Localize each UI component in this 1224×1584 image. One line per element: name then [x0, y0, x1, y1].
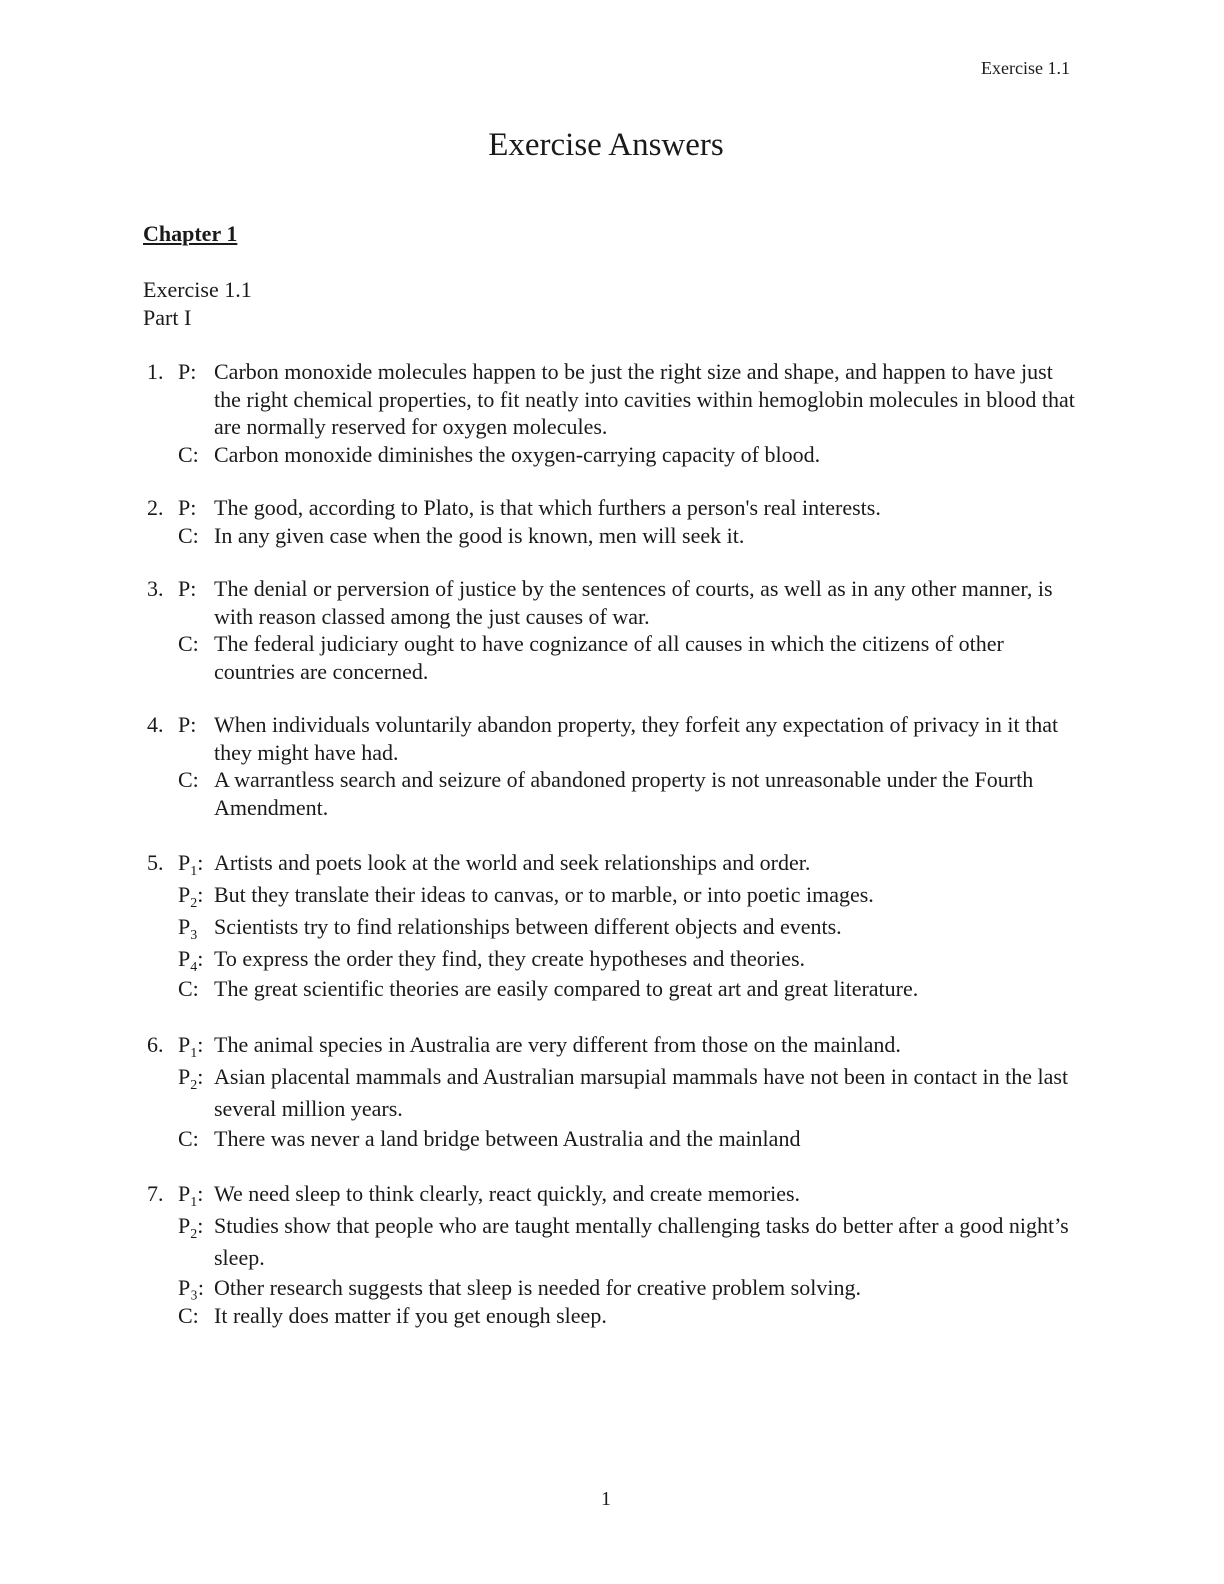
line-label: C: [178, 1302, 199, 1328]
answer-line [143, 441, 1078, 469]
line-text: A warrantless search and seizure of abandoned property is not unreasonable under the Fourth Amendment. [214, 767, 1034, 820]
line-text: The good, according to Plato, is that which furthers a person's real interests. [214, 495, 881, 520]
answer-line [143, 711, 1078, 766]
line-label: P: [178, 712, 197, 737]
line-label [178, 1061, 214, 1125]
label-letter: P [178, 1181, 191, 1206]
line-label [178, 1210, 214, 1274]
item-number [143, 1210, 178, 1274]
label-suffix: : [197, 946, 204, 971]
answer-item [143, 494, 1078, 549]
line-label [178, 1029, 214, 1061]
label-letter: P [178, 1213, 191, 1238]
line-label [178, 879, 214, 911]
line-label: P: [178, 495, 197, 520]
answer-line [143, 575, 1078, 630]
line-text: It really does matter if you get enough sleep. [214, 1302, 607, 1328]
label-letter: P [178, 1063, 191, 1089]
item-number [143, 943, 178, 975]
label-suffix: : [197, 882, 204, 907]
answer-line [143, 358, 1078, 441]
line-label: P₃: [178, 1275, 205, 1300]
line-text: Artists and poets look at the world and seek relationships and order. [214, 850, 811, 875]
line-text: The great scientific theories are easily compared to great art and great literature. [214, 976, 919, 1001]
page-number: 1 [601, 1488, 611, 1510]
line-label [178, 847, 214, 879]
answer-item [143, 711, 1078, 821]
line-label: C: [178, 1125, 199, 1151]
label-subscript: 1 [190, 1045, 198, 1061]
item-number [143, 1302, 178, 1330]
label-suffix: : [197, 1031, 204, 1057]
answer-line [143, 847, 1078, 879]
label-subscript: 4 [190, 960, 198, 975]
line-text: There was never a land bridge between Australia and the mainland [214, 1125, 801, 1151]
label-subscript: 1 [190, 1195, 198, 1210]
running-header: Exercise 1.1 [981, 58, 1070, 78]
item-number [143, 522, 178, 550]
item-number [143, 879, 178, 911]
answer-line [143, 1274, 1078, 1302]
line-label [178, 1178, 214, 1210]
item-number: 6. [147, 1031, 164, 1057]
line-text: Other research suggests that sleep is needed for creative problem solving. [214, 1275, 861, 1300]
label-letter: P [178, 914, 191, 939]
chapter-heading: Chapter 1 [143, 221, 238, 246]
line-text: The federal judiciary ought to have cognizance of all causes in which the citizens of other countries are concerned. [214, 631, 1004, 684]
label-subscript: 2 [190, 896, 198, 911]
answer-line [143, 1029, 1078, 1061]
answer-line [143, 943, 1078, 975]
line-text: Asian placental mammals and Australian marsupial mammals have not been in contact in the last several million years. [214, 1063, 1069, 1121]
label-suffix: : [197, 1213, 204, 1238]
item-number: 2. [147, 495, 164, 520]
label-subscript: 3 [190, 928, 198, 943]
line-text: Carbon monoxide diminishes the oxygen-carrying capacity of blood. [214, 441, 821, 467]
line-text: But they translate their ideas to canvas, or to marble, or into poetic images. [214, 882, 874, 907]
label-suffix: : [197, 850, 204, 875]
line-text: When individuals voluntarily abandon property, they forfeit any expectation of privacy in it that they might have had. [214, 712, 1059, 765]
line-text: Studies show that people who are taught mentally challenging tasks do better after a good night’s sleep. [214, 1213, 1069, 1270]
item-number [143, 766, 178, 821]
line-text: To express the order they find, they create hypotheses and theories. [214, 946, 806, 971]
label-subscript: 1 [190, 864, 198, 879]
answer-line [143, 1061, 1078, 1125]
item-number: 7. [147, 1181, 164, 1206]
label-letter: P [178, 882, 191, 907]
line-label: C: [178, 631, 199, 656]
answer-item [143, 1178, 1078, 1329]
answer-line [143, 1210, 1078, 1274]
answer-item [143, 358, 1078, 468]
label-subscript: 2 [190, 1077, 198, 1093]
answer-line [143, 1125, 1078, 1153]
answer-line [143, 630, 1078, 685]
line-text: We need sleep to think clearly, react quickly, and create memories. [214, 1181, 801, 1206]
answer-item [143, 847, 1078, 1003]
exercise-heading [143, 276, 252, 332]
line-label: C: [178, 441, 199, 467]
answer-line [143, 879, 1078, 911]
item-number [143, 1125, 178, 1153]
item-number [143, 975, 178, 1003]
line-label: P: [178, 576, 197, 601]
line-label: C: [178, 767, 199, 792]
answer-line [143, 975, 1078, 1003]
line-text: In any given case when the good is known, men will seek it. [214, 522, 745, 548]
line-label: P: [178, 359, 197, 384]
item-number [143, 441, 178, 469]
label-letter: P [178, 946, 191, 971]
line-label [178, 943, 214, 975]
item-number: 5. [147, 850, 164, 875]
item-number [143, 911, 178, 943]
answer-line [143, 494, 1078, 522]
part-label: Part I [143, 305, 192, 330]
line-label: C: [178, 976, 199, 1001]
label-letter: P [178, 1031, 191, 1057]
line-text: The denial or perversion of justice by the sentences of courts, as well as in any other manner, is with reason classed among the just causes of war. [214, 576, 1053, 629]
label-suffix: : [197, 1063, 204, 1089]
answer-line [143, 766, 1078, 821]
line-text: Scientists try to find relationships between different objects and events. [214, 914, 842, 939]
line-text: Carbon monoxide molecules happen to be just the right size and shape, and happen to have just the right chemical properties, to fit neatly into cavities within hemoglobin molecules in blood that are normally reserved for oxygen molecules. [214, 359, 1075, 439]
item-number: 3. [147, 576, 164, 601]
answer-line [143, 1302, 1078, 1330]
answer-line [143, 522, 1078, 550]
item-number [143, 1061, 178, 1125]
label-subscript: 2 [190, 1227, 198, 1242]
line-label: C: [178, 522, 199, 548]
answer-item [143, 1029, 1078, 1153]
exercise-label: Exercise 1.1 [143, 277, 252, 302]
item-number: 4. [147, 712, 164, 737]
answer-list [143, 358, 1078, 1355]
page-title: Exercise Answers [488, 127, 724, 163]
label-letter: P [178, 850, 191, 875]
answer-line [143, 911, 1078, 943]
item-number [143, 630, 178, 685]
label-suffix: : [197, 1181, 204, 1206]
item-number: 1. [147, 359, 164, 384]
line-text: The animal species in Australia are very different from those on the mainland. [214, 1031, 901, 1057]
answer-item [143, 575, 1078, 685]
answer-line [143, 1178, 1078, 1210]
item-number [143, 1274, 178, 1302]
line-label [178, 911, 214, 943]
